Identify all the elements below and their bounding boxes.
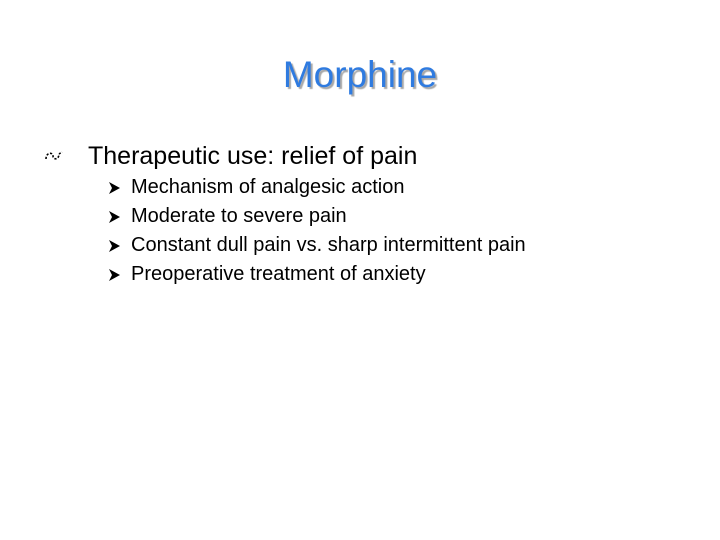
sub-bullet-item	[106, 202, 526, 231]
main-bullet-item	[44, 138, 417, 174]
arrowhead-bullet-icon	[106, 267, 122, 283]
main-bullet-text: Therapeutic use: relief of pain	[88, 141, 418, 170]
dashed-swirl-bullet-icon	[44, 149, 64, 163]
sub-bullet-text: Constant dull pain vs. sharp intermittent pain	[131, 234, 526, 256]
sub-bullet-item	[106, 231, 526, 260]
arrowhead-bullet-icon	[106, 180, 122, 196]
sub-bullet-list	[106, 173, 526, 289]
sub-bullet-item	[106, 260, 526, 289]
sub-bullet-text: Preoperative treatment of anxiety	[131, 263, 426, 285]
slide-title: Morphine	[282, 54, 438, 95]
sub-bullet-text: Moderate to severe pain	[131, 205, 347, 227]
sub-bullet-text: Mechanism of analgesic action	[131, 176, 405, 198]
arrowhead-bullet-icon	[106, 209, 122, 225]
sub-bullet-item	[106, 173, 526, 202]
arrowhead-bullet-icon	[106, 238, 122, 254]
